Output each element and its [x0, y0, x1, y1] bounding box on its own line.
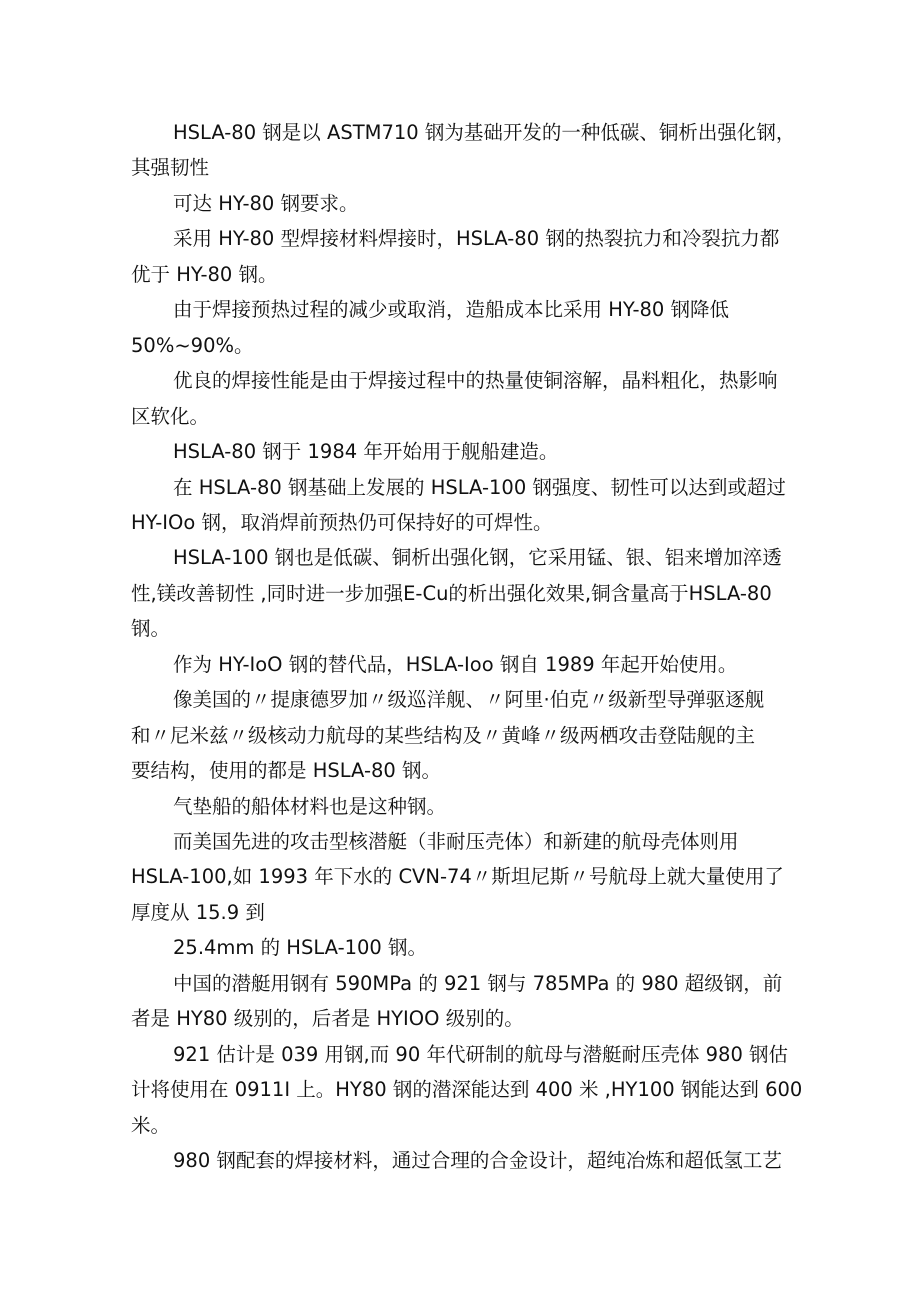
paragraph-first-line: 由于焊接预热过程的减少或取消，造船成本比采用 HY-80 钢降低	[173, 298, 730, 322]
paragraph-first-line: 作为 HY-IoO 钢的替代品，HSLA-Ioo 钢自 1989 年起开始使用。	[173, 652, 738, 676]
paragraph-first-line: 921 估计是 039 用钢,而 90 年代研制的航母与潜艇耐压壳体 980 钢估	[173, 1042, 789, 1066]
paragraph-first-line: 采用 HY-80 型焊接材料焊接时，HSLA-80 钢的热裂抗力和冷裂抗力都	[173, 227, 780, 251]
paragraph-line: 厚度从 15.9 到	[131, 900, 265, 924]
paragraph-line: 其强韧性	[131, 156, 210, 180]
paragraph-line: 优于 HY-80 钢。	[131, 262, 278, 286]
paragraph-first-line: HSLA-100 钢也是低碳、铜析出强化钢，它采用锰、银、铝来增加淬透	[173, 546, 782, 570]
paragraph-line: 要结构，使用的都是 HSLA-80 钢。	[131, 759, 442, 783]
paragraph-line: 米。	[131, 1113, 171, 1137]
paragraph-line: 区软化。	[131, 404, 210, 428]
paragraph-line: 和〃尼米兹〃级核动力航母的某些结构及〃黄峰〃级两栖攻击登陆舰的主	[131, 723, 756, 747]
paragraph-first-line: 中国的潜艇用钢有 590MPa 的 921 钢与 785MPa 的 980 超级钢，前	[173, 971, 783, 995]
paragraph-line: HSLA-100,如 1993 年下水的 CVN-74〃斯坦尼斯〃号航母上就大量使用了	[131, 865, 784, 889]
paragraph-first-line: 而美国先进的攻击型核潜艇（非耐压壳体）和新建的航母壳体则用	[173, 830, 739, 853]
paragraph-line: 性,镁改善韧性 ,同时进一步加强E-Cu的析出强化效果,铜含量高于HSLA-80	[131, 581, 772, 605]
paragraph-first-line: 25.4mm 的 HSLA-100 钢。	[173, 936, 428, 960]
paragraph-first-line: 可达 HY-80 钢要求。	[173, 191, 359, 215]
paragraph-line: 者是 HY80 级别的，后者是 HYIOO 级别的。	[131, 1007, 524, 1031]
paragraph-first-line: 优良的焊接性能是由于焊接过程中的热量使铜溶解，晶料粗化，热影响	[173, 369, 778, 393]
paragraph-first-line: 980 钢配套的焊接材料，通过合理的合金设计，超纯冶炼和超低氢工艺	[173, 1149, 782, 1173]
paragraph-line: 计将使用在 0911I 上。HY80 钢的潜深能达到 400 米 ,HY100 钢能达到 600	[131, 1078, 803, 1102]
paragraph-first-line: 气垫船的船体材料也是这种钢。	[173, 794, 447, 818]
paragraph-line: 50%~90%。	[131, 333, 254, 357]
paragraph-first-line: HSLA-80 钢是以 ASTM710 钢为基础开发的一种低碳、铜析出强化钢，	[173, 121, 796, 144]
paragraph-line: HY-IOo 钢，取消焊前预热仍可保持好的可焊性。	[131, 510, 553, 534]
paragraph-line: 钢。	[131, 617, 171, 641]
paragraph-first-line: HSLA-80 钢于 1984 年开始用于舰船建造。	[173, 440, 559, 464]
paragraph-first-line: 像美国的〃提康德罗加〃级巡洋舰、〃阿里·伯克〃级新型导弹驱逐舰	[173, 688, 765, 712]
paragraph-first-line: 在 HSLA-80 钢基础上发展的 HSLA-100 钢强度、韧性可以达到或超过	[173, 475, 786, 499]
